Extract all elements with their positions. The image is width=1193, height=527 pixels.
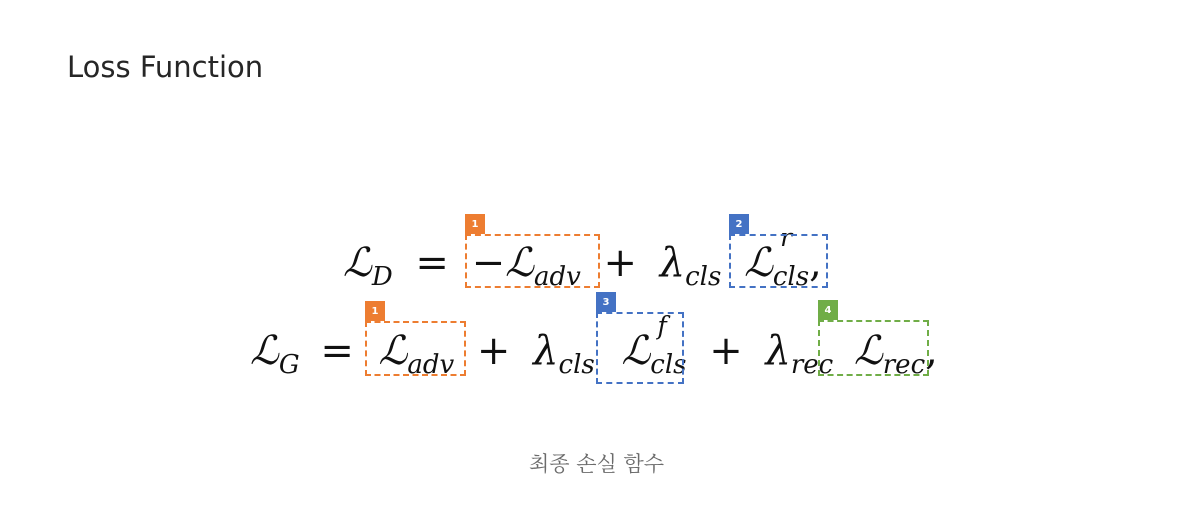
cls-real-badge: 2 <box>729 214 749 234</box>
adv-loss-highlight-box <box>465 234 600 292</box>
loss-symbol: ℒ <box>744 240 773 286</box>
loss-symbol: ℒ <box>378 328 408 374</box>
adv-loss-highlight-box <box>365 321 466 380</box>
comma: , <box>809 240 822 286</box>
cls-fake-highlight-box <box>596 312 687 384</box>
equation-caption: 최종 손실 함수 <box>528 452 665 476</box>
minus-sign: − <box>471 240 506 286</box>
adv-loss-badge: 1 <box>365 301 385 321</box>
loss-superscript: f <box>657 311 667 340</box>
loss-symbol: ℒ <box>505 240 534 286</box>
loss-symbol: ℒ <box>343 240 372 286</box>
adv-loss-badge: 1 <box>465 214 485 234</box>
slide-title: Loss Function <box>67 50 264 84</box>
comma: , <box>925 328 938 374</box>
plus-sign: + <box>709 328 743 374</box>
cls-real-highlight-box <box>729 234 828 292</box>
cls-fake-badge: 3 <box>596 292 616 312</box>
loss-symbol: ℒ <box>621 328 651 374</box>
lambda-subscript: cls <box>685 262 722 292</box>
loss-symbol: ℒ <box>250 328 279 374</box>
loss-superscript: r <box>780 223 793 252</box>
lambda-subscript: cls <box>558 350 595 380</box>
loss-subscript: adv <box>533 262 581 292</box>
loss-subscript: adv <box>407 350 455 380</box>
loss-symbol: ℒ <box>853 328 883 374</box>
lambda-subscript: rec <box>790 350 834 380</box>
equals-sign: = <box>320 328 354 374</box>
plus-sign: + <box>603 240 638 286</box>
loss-subscript: cls <box>650 350 687 380</box>
equals-sign: = <box>415 240 449 286</box>
lambda-symbol: λ <box>659 240 686 286</box>
lambda-symbol: λ <box>533 328 559 374</box>
rec-loss-highlight-box <box>818 320 929 380</box>
loss-subscript: cls <box>772 262 810 292</box>
loss-subscript: D <box>371 262 393 292</box>
plus-sign: + <box>476 328 511 374</box>
loss-subscript: rec <box>882 350 926 380</box>
lambda-symbol: λ <box>765 328 791 374</box>
rec-loss-badge: 4 <box>818 300 838 320</box>
loss-subscript: G <box>278 350 300 380</box>
